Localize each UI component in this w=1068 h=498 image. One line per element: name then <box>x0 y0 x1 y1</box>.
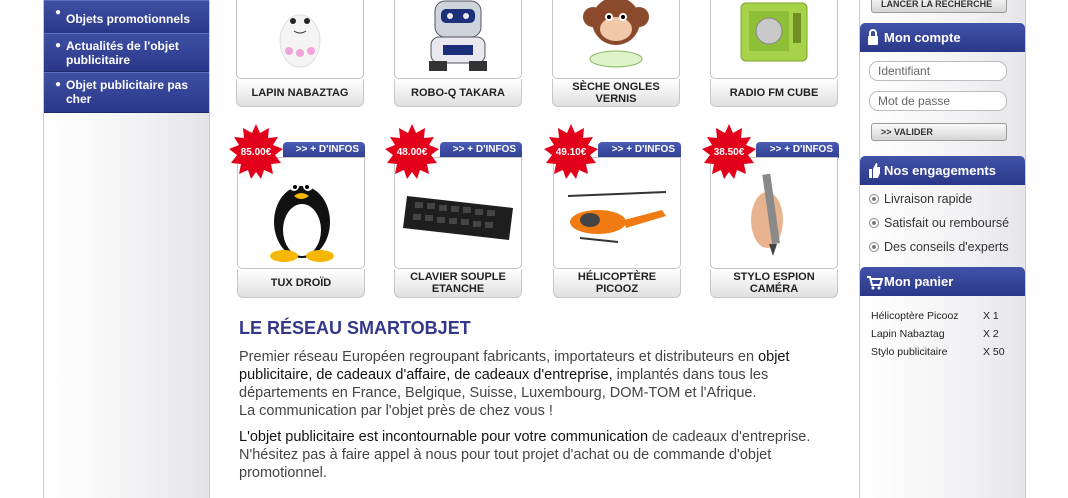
engagement-item <box>869 216 1009 230</box>
product-name: STYLO ESPION CAMÉRA <box>710 269 838 298</box>
nav-item-actualites[interactable] <box>44 33 209 72</box>
radio-bullet-icon <box>869 242 879 252</box>
engagement-label: Livraison rapide <box>884 192 973 206</box>
cart-item[interactable] <box>871 310 999 322</box>
highlight-text: L'objet publicitaire est incontournable pour votre communication <box>239 429 649 445</box>
product-image-frame <box>710 0 838 79</box>
product-name: RADIO FM CUBE <box>710 79 838 107</box>
cart-item-name: Hélicoptère Picooz <box>871 310 959 322</box>
more-info-link[interactable]: >> + D'INFOS <box>598 142 681 158</box>
price-text: 38.50€ <box>713 146 745 158</box>
product-name: CLAVIER SOUPLE ETANCHE <box>394 269 522 298</box>
product-image-frame <box>236 0 364 79</box>
price-badge <box>228 124 284 180</box>
nav-item-objets-promotionnels[interactable] <box>44 0 209 34</box>
monkey-image <box>553 0 679 78</box>
product-name: SÈCHE ONGLES VERNIS <box>552 79 680 107</box>
price-badge <box>384 124 440 180</box>
engagement-label: Satisfait ou remboursé <box>884 216 1010 230</box>
right-sidebar <box>859 0 1026 498</box>
login-input[interactable] <box>869 61 1007 81</box>
password-input[interactable] <box>869 91 1007 111</box>
left-sidebar <box>43 0 210 498</box>
cart-item-qty: X 50 <box>983 346 1005 358</box>
cart-item-qty: X 1 <box>983 310 999 322</box>
price-badge <box>543 124 599 180</box>
cart-panel-header <box>860 267 1025 296</box>
more-info-link[interactable]: >> + D'INFOS <box>440 142 522 158</box>
engagement-item <box>869 240 1009 254</box>
panel-title: Nos engagements <box>884 163 996 178</box>
radio-bullet-icon <box>869 218 879 228</box>
highlight-text: objet publicitaire, de cadeaux d'affaire, de cadeaux d'entreprise, <box>239 349 790 383</box>
bullet-icon: ● <box>55 40 62 51</box>
robot-image <box>395 0 521 78</box>
radio-bullet-icon <box>869 194 879 204</box>
nav-item-label: Objet publicitaire pas cher <box>66 78 189 106</box>
panel-title: Mon compte <box>884 30 961 45</box>
bullet-icon: ● <box>55 7 62 18</box>
product-name: LAPIN NABAZTAG <box>236 79 364 107</box>
cart-item[interactable] <box>871 328 999 340</box>
cart-item-name: Stylo publicitaire <box>871 346 948 358</box>
lock-icon <box>867 23 879 62</box>
text-span: de cadeaux d'entreprise. N'hésitez pas à faire appel à nous pour tout projet d'achat ou de commande d'objet promotionnel. <box>239 429 811 481</box>
product-name: ROBO-Q TAKARA <box>394 79 522 107</box>
cart-item-name: Lapin Nabaztag <box>871 328 945 340</box>
product-image-frame <box>552 0 680 79</box>
more-info-link[interactable]: >> + D'INFOS <box>283 142 365 158</box>
cart-item-qty: X 2 <box>983 328 999 340</box>
cart-icon <box>867 267 883 306</box>
search-button[interactable]: LANCER LA RECHERCHE <box>871 0 1007 13</box>
nav-item-label: Objets promotionnels <box>66 12 191 26</box>
bullet-icon: ● <box>55 79 62 90</box>
engagements-panel-header <box>860 156 1025 185</box>
text-span: La communication par l'objet près de chez vous ! <box>239 403 553 419</box>
text-span: implantés dans tous les départements en France, Belgique, Suisse, Luxembourg, DOM-TOM et l'Afrique. <box>239 367 769 401</box>
cart-item[interactable] <box>871 346 1005 358</box>
panel-title: Mon panier <box>884 274 954 289</box>
rabbit-image <box>237 0 363 78</box>
nav-item-label: Actualités de l'objet publicitaire <box>66 39 179 67</box>
login-submit-button[interactable]: >> VALIDER <box>871 123 1007 141</box>
engagement-item <box>869 192 972 206</box>
text-span: Premier réseau Européen regroupant fabricants, importateurs et distributeurs en <box>239 349 759 365</box>
cta-paragraph <box>239 428 839 482</box>
section-title: LE RÉSEAU SMARTOBJET <box>239 318 471 338</box>
more-info-link[interactable]: >> + D'INFOS <box>756 142 839 158</box>
product-name: HÉLICOPTÈRE PICOOZ <box>553 269 681 298</box>
price-text: 85.00€ <box>240 146 272 158</box>
intro-paragraph <box>239 348 839 420</box>
thumbs-up-icon <box>867 156 881 195</box>
price-text: 48.00€ <box>396 146 428 158</box>
product-name: TUX DROÏD <box>237 269 365 298</box>
product-image-frame <box>394 0 522 79</box>
nav-item-pas-cher[interactable] <box>44 72 209 113</box>
radio-cube-image <box>711 0 837 78</box>
price-badge <box>701 124 757 180</box>
price-text: 49.10€ <box>555 146 587 158</box>
engagement-label: Des conseils d'experts <box>884 240 1009 254</box>
account-panel-header <box>860 23 1025 52</box>
